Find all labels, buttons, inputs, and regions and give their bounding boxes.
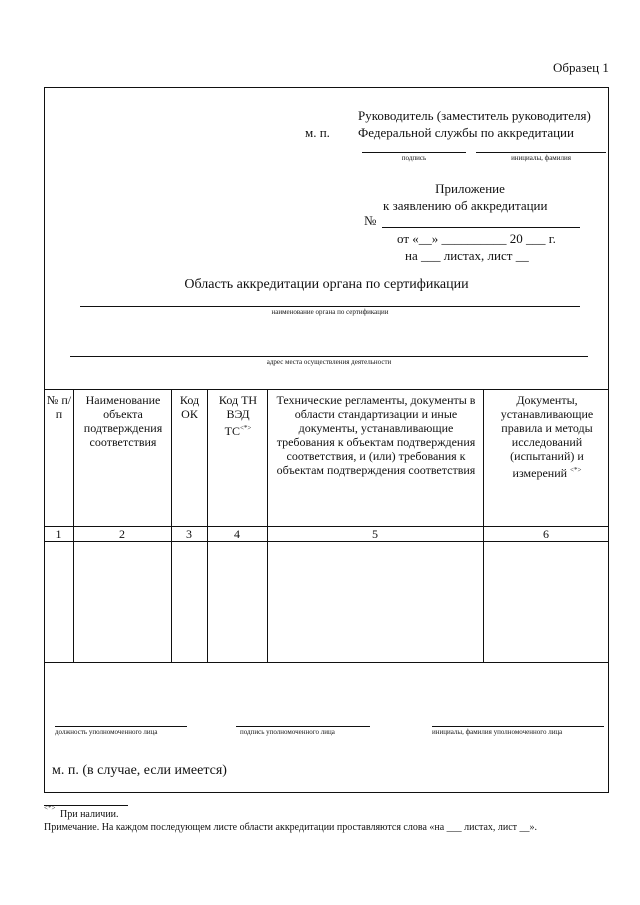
page-note: Примечание. На каждом последующем листе области аккредитации проставляются слова «на ___ листах, лист __». (44, 822, 538, 833)
col-header-number: № п/п (46, 393, 72, 421)
authorized-signature-line (236, 726, 370, 727)
org-name-caption: наименование органа по сертификации (271, 308, 389, 316)
head-title-line2: Федеральной службы по аккредитации (358, 125, 574, 140)
signature-line (362, 152, 466, 153)
col-number-6: 6 (543, 527, 549, 541)
appendix-date: от «__» __________ 20 ___ г. (397, 231, 556, 246)
footnote-text: При наличии. (60, 809, 119, 820)
footnote-separator (44, 805, 128, 806)
address-line (70, 356, 588, 357)
authorized-signature-caption: подпись уполномоченного лица (240, 728, 335, 736)
col-header-object: Наименование объекта подтверждения соответствия (83, 393, 163, 449)
sample-label: Образец 1 (553, 60, 609, 75)
col-number-1: 1 (55, 527, 62, 541)
col-header-methods (495, 393, 599, 480)
org-name-line (80, 306, 580, 307)
col-header-methods-text: Документы, устанавливающие правила и методы исследований (испытаний) и измерений (500, 393, 594, 480)
appendix-number-line (382, 227, 580, 228)
appendix-subtitle: к заявлению об аккредитации (383, 198, 548, 213)
area-title: Область аккредитации органа по сертификации (184, 277, 469, 292)
authorized-initials-caption: инициалы, фамилия уполномоченного лица (432, 728, 563, 736)
col-number-2: 2 (119, 527, 125, 541)
col-header-tnved-text: Код ТН ВЭД ТС (218, 393, 258, 438)
col-header-tnved-footnote-mark: <*> (239, 424, 252, 432)
table-top-border (44, 389, 609, 390)
appendix-sheets: на ___ листах, лист __ (405, 248, 529, 263)
table-numbers-bottom (44, 541, 609, 542)
authorized-initials-line (432, 726, 604, 727)
col-number-5: 5 (372, 527, 378, 541)
address-caption: адрес места осуществления деятельности (266, 358, 392, 366)
stamp-place-note: м. п. (в случае, если имеется) (52, 763, 227, 778)
signature-caption: подпись (401, 154, 427, 162)
col-number-3: 3 (186, 527, 192, 541)
col-header-regulations: Технические регламенты, документы в области стандартизации и иные документы, устанавливающие требования к объектам подтверждения соответствия, и (или) требования к объектам подтверждения соответствия (276, 393, 476, 477)
position-caption: должность уполномоченного лица (55, 728, 158, 736)
col-header-tnved-code (214, 393, 262, 438)
table-bottom-border (44, 662, 609, 663)
col-header-ok-code: Код ОК (179, 393, 200, 421)
stamp-place-label: м. п. (305, 125, 330, 140)
col-divider-2 (171, 389, 172, 662)
initials-line (476, 152, 606, 153)
col-divider-3 (207, 389, 208, 662)
appendix-title: Приложение (435, 181, 505, 196)
col-number-4: 4 (234, 527, 240, 541)
position-line (55, 726, 187, 727)
appendix-number-sign: № (364, 213, 377, 228)
col-header-methods-footnote-mark: <*> (570, 466, 582, 474)
initials-caption: инициалы, фамилия (511, 154, 571, 162)
col-divider-4 (267, 389, 268, 662)
col-divider-5 (483, 389, 484, 662)
footnote-mark: <*> (44, 804, 56, 812)
head-title-line1: Руководитель (заместитель руководителя) (358, 108, 591, 123)
col-divider-1 (73, 389, 74, 662)
